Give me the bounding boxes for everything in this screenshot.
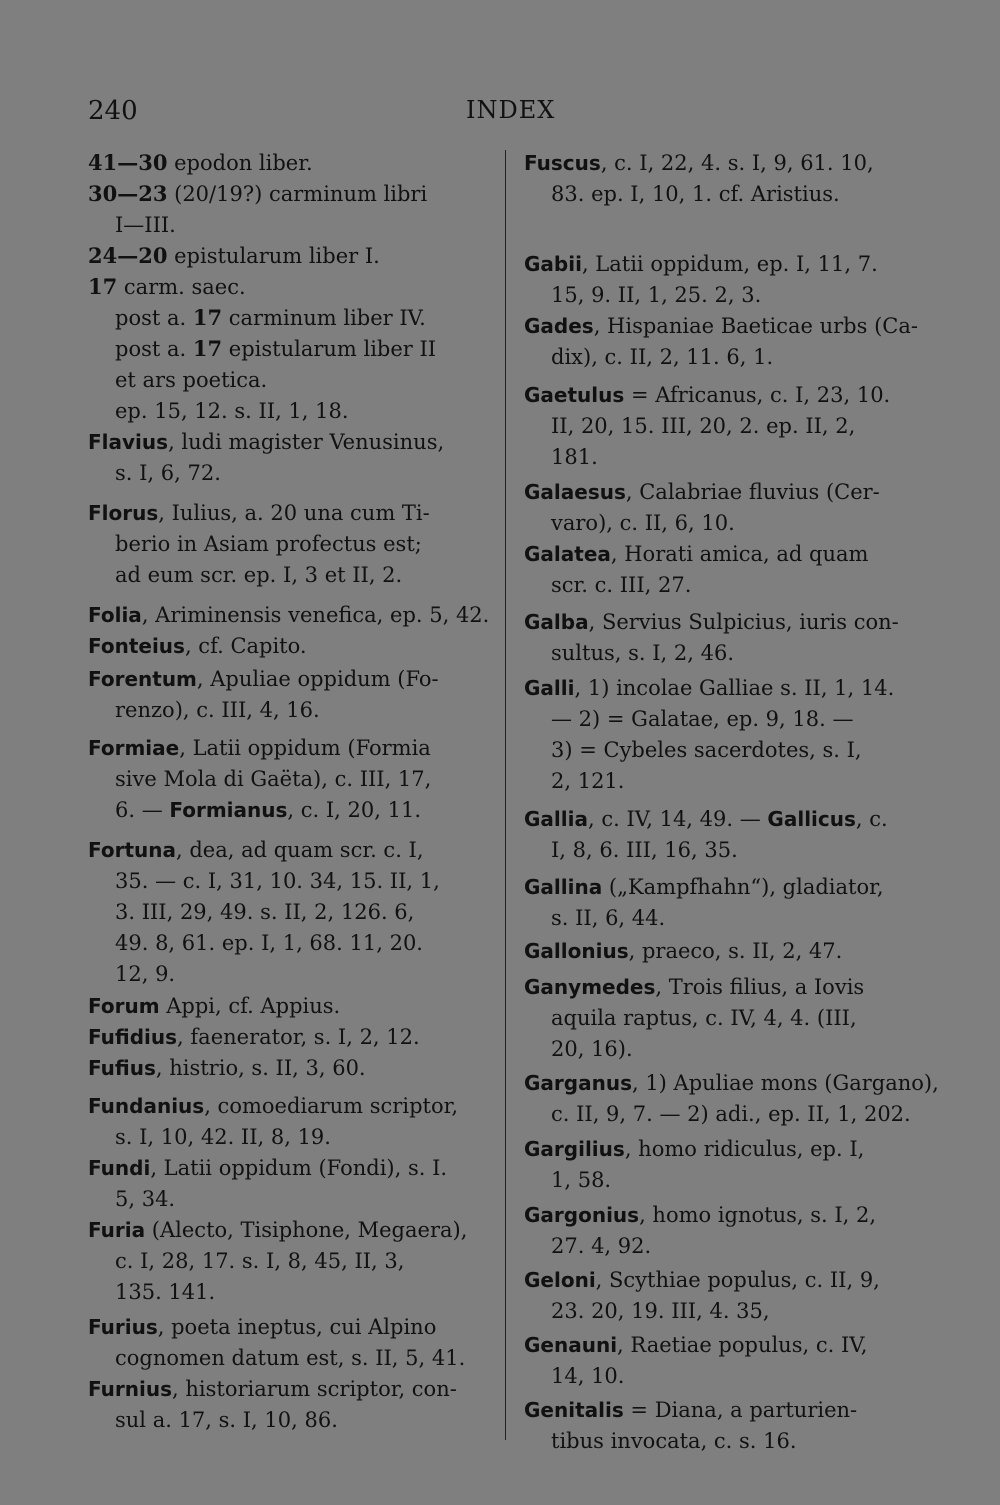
entry-text: , Raetiae populus, c. IV,	[617, 1333, 868, 1357]
entry-text: — 2) = Galatae, ep. 9, 18. —	[551, 707, 854, 731]
index-line	[115, 764, 431, 794]
entry-text: , Iulius, a. 20 una cum Ti-	[158, 501, 430, 525]
entry-text: tibus invocata, c. s. 16.	[551, 1429, 797, 1453]
index-line	[115, 866, 440, 896]
entry-text: 17	[192, 305, 223, 330]
index-line	[551, 280, 761, 310]
entry-text: , 1) Apuliae mons (Gargano),	[631, 1071, 939, 1095]
entry-text: 41—30	[88, 150, 168, 175]
entry-text: , homo ridiculus, ep. I,	[624, 1137, 865, 1161]
index-line	[524, 607, 899, 637]
entry-text: II, 20, 15. III, 20, 2. ep. II, 2,	[551, 414, 856, 438]
index-line	[88, 1091, 458, 1121]
index-line	[551, 903, 665, 933]
index-line	[88, 1053, 366, 1083]
index-line	[551, 1231, 651, 1261]
index-line	[115, 1343, 465, 1373]
index-line	[524, 539, 868, 569]
headword: Gades	[524, 314, 594, 338]
entry-text: 12, 9.	[115, 962, 176, 986]
index-line	[115, 695, 320, 725]
index-line	[524, 477, 880, 507]
index-line	[88, 148, 313, 178]
entry-text: c. II, 9, 7. — 2) adi., ep. II, 1, 202.	[551, 1102, 911, 1126]
entry-text: (20/19?) carminum libri	[167, 182, 428, 206]
headword: Fuscus	[524, 151, 601, 175]
entry-text: , Latii oppidum (Formia	[179, 736, 431, 760]
entry-text: 1, 58.	[551, 1168, 612, 1192]
headword: Fortuna	[88, 838, 176, 862]
index-line	[88, 631, 307, 661]
entry-text: , Servius Sulpicius, iuris con-	[588, 610, 899, 634]
headword: Furius	[88, 1315, 158, 1339]
headword: Forum	[88, 994, 160, 1018]
entry-text: 2, 121.	[551, 769, 625, 793]
entry-text: post a.	[115, 337, 193, 361]
headword: Galli	[524, 676, 575, 700]
entry-text: , c. IV, 14, 49. —	[587, 807, 768, 831]
running-head: INDEX	[466, 96, 556, 124]
entry-text: et ars poetica.	[115, 368, 268, 392]
entry-text: , comoediarum scriptor,	[204, 1094, 458, 1118]
entry-text: renzo), c. III, 4, 16.	[115, 698, 320, 722]
index-line	[88, 600, 489, 630]
entry-text: sultus, s. I, 2, 46.	[551, 641, 734, 665]
index-line	[88, 835, 424, 865]
index-line	[88, 498, 430, 528]
entry-text: s. I, 10, 42. II, 8, 19.	[115, 1125, 331, 1149]
entry-text: 20, 16).	[551, 1037, 633, 1061]
headword: Galaesus	[524, 480, 626, 504]
entry-text: 24—20	[88, 243, 168, 268]
index-line	[524, 1395, 857, 1425]
index-line	[524, 1330, 867, 1360]
headword: Furnius	[88, 1377, 173, 1401]
headword: Gallia	[524, 807, 588, 831]
index-line	[551, 1165, 611, 1195]
entry-text: 15, 9. II, 1, 25. 2, 3.	[551, 283, 762, 307]
index-line	[115, 897, 414, 927]
headword: Ganymedes	[524, 975, 656, 999]
entry-text: , poeta ineptus, cui Alpino	[157, 1315, 437, 1339]
index-line	[115, 210, 176, 240]
index-line	[524, 249, 878, 279]
entry-text: („Kampfhahn“), gladiator,	[602, 875, 884, 899]
index-line	[88, 241, 380, 271]
index-line	[115, 396, 349, 426]
entry-text: (Alecto, Tisiphone, Megaera),	[145, 1218, 468, 1242]
headword: Gargilius	[524, 1137, 625, 1161]
entry-text: 181.	[551, 445, 598, 469]
entry-text: Appi, cf. Appius.	[159, 994, 341, 1018]
index-line	[88, 1374, 457, 1404]
entry-text: carm. saec.	[117, 275, 246, 299]
index-line	[551, 638, 734, 668]
index-line	[88, 1312, 436, 1342]
index-line	[551, 1426, 797, 1456]
entry-text: I, 8, 6. III, 16, 35.	[551, 838, 738, 862]
entry-text: ad eum scr. ep. I, 3 et II, 2.	[115, 563, 403, 587]
index-line	[551, 1099, 911, 1129]
entry-text: cognomen datum est, s. II, 5, 41.	[115, 1346, 466, 1370]
index-line	[88, 427, 444, 457]
entry-text: 49. 8, 61. ep. I, 1, 68. 11, 20.	[115, 931, 423, 955]
entry-text: epistularum liber I.	[167, 244, 380, 268]
entry-text: 135. 141.	[115, 1280, 216, 1304]
headword: Florus	[88, 501, 159, 525]
entry-text: s. II, 6, 44.	[551, 906, 666, 930]
index-line	[524, 872, 884, 902]
entry-text: = Diana, a parturien-	[623, 1398, 858, 1422]
index-line	[115, 458, 221, 488]
entry-text: 23. 20, 19. III, 4. 35,	[551, 1299, 770, 1323]
entry-text: post a.	[115, 306, 193, 330]
index-line	[88, 991, 340, 1021]
entry-text: berio in Asiam profectus est;	[115, 532, 422, 556]
headword: Garganus	[524, 1071, 632, 1095]
entry-text: c. I, 28, 17. s. I, 8, 45, II, 3,	[115, 1249, 405, 1273]
index-line	[551, 179, 840, 209]
index-line	[115, 560, 402, 590]
entry-text: , Calabriae fluvius (Cer-	[625, 480, 880, 504]
index-line	[524, 1068, 939, 1098]
index-line	[551, 1296, 770, 1326]
entry-text: 17	[192, 336, 223, 361]
entry-text: 17	[88, 274, 118, 299]
index-line	[88, 1215, 467, 1245]
index-line	[115, 1184, 175, 1214]
entry-text: = Africanus, c. I, 23, 10.	[624, 383, 891, 407]
entry-text: 6. —	[115, 798, 170, 822]
entry-text: carminum liber IV.	[222, 306, 426, 330]
index-line	[88, 179, 427, 209]
entry-text: , faenerator, s. I, 2, 12.	[177, 1025, 420, 1049]
headword: Galba	[524, 610, 589, 634]
index-line	[524, 936, 842, 966]
headword: Gargonius	[524, 1203, 640, 1227]
entry-text: , Scythiae populus, c. II, 9,	[595, 1268, 880, 1292]
headword: Formiae	[88, 736, 180, 760]
entry-text: epodon liber.	[167, 151, 313, 175]
entry-text: 3) = Cybeles sacerdotes, s. I,	[551, 738, 862, 762]
headword: Fufius	[88, 1056, 156, 1080]
entry-text: , praeco, s. II, 2, 47.	[628, 939, 843, 963]
headword: Forentum	[88, 667, 197, 691]
index-line	[524, 148, 874, 178]
headword: Fonteius	[88, 634, 185, 658]
index-line	[551, 1034, 633, 1064]
entry-text: , histrio, s. II, 3, 60.	[155, 1056, 366, 1080]
entry-text: , ludi magister Venusinus,	[168, 430, 445, 454]
entry-text: , Apuliae oppidum (Fo-	[196, 667, 439, 691]
index-line	[115, 1122, 331, 1152]
entry-text: , Hispaniae Baeticae urbs (Ca-	[593, 314, 918, 338]
entry-text: , Trois filius, a Iovis	[655, 975, 865, 999]
index-line	[524, 673, 894, 703]
index-line	[115, 1405, 338, 1435]
headword: Fundanius	[88, 1094, 205, 1118]
entry-text: dix), c. II, 2, 11. 6, 1.	[551, 345, 774, 369]
index-line	[88, 1153, 447, 1183]
index-line	[524, 804, 888, 834]
entry-text: 27. 4, 92.	[551, 1234, 652, 1258]
headword: Gaetulus	[524, 383, 625, 407]
index-line	[524, 311, 918, 341]
entry-text: sive Mola di Gaëta), c. III, 17,	[115, 767, 432, 791]
index-line	[524, 1200, 876, 1230]
headword: Gabii	[524, 252, 582, 276]
index-line	[88, 272, 246, 302]
headword: Formianus	[169, 798, 288, 822]
entry-text: , historiarum scriptor, con-	[172, 1377, 457, 1401]
entry-text: , Latii oppidum, ep. I, 11, 7.	[581, 252, 878, 276]
headword: Galatea	[524, 542, 611, 566]
entry-text: sul a. 17, s. I, 10, 86.	[115, 1408, 338, 1432]
headword: Flavius	[88, 430, 169, 454]
index-line	[88, 664, 439, 694]
index-line	[88, 1022, 420, 1052]
headword: Fundi	[88, 1156, 151, 1180]
index-line	[115, 334, 436, 364]
index-line	[551, 735, 862, 765]
headword: Folia	[88, 603, 142, 627]
index-line	[551, 704, 853, 734]
index-line	[115, 1277, 215, 1307]
index-line	[115, 1246, 404, 1276]
entry-text: s. I, 6, 72.	[115, 461, 221, 485]
entry-text: , Horati amica, ad quam	[610, 542, 869, 566]
entry-text: , dea, ad quam scr. c. I,	[176, 838, 424, 862]
entry-text: varo), c. II, 6, 10.	[551, 511, 735, 535]
entry-text: 83. ep. I, 10, 1. cf. Aristius.	[551, 182, 840, 206]
headword: Gallicus	[767, 807, 856, 831]
entry-text: 14, 10.	[551, 1364, 625, 1388]
entry-text: , cf. Capito.	[184, 634, 307, 658]
index-line	[551, 411, 855, 441]
page-number: 240	[88, 96, 138, 126]
entry-text: aquila raptus, c. IV, 4, 4. (III,	[551, 1006, 857, 1030]
entry-text: , 1) incolae Galliae s. II, 1, 14.	[574, 676, 895, 700]
index-line	[115, 529, 422, 559]
headword: Gallina	[524, 875, 603, 899]
index-line	[551, 442, 598, 472]
index-line	[551, 508, 735, 538]
entry-text: , Ariminensis venefica, ep. 5, 42.	[141, 603, 490, 627]
index-line	[115, 365, 267, 395]
headword: Gallonius	[524, 939, 629, 963]
index-line	[551, 835, 738, 865]
index-line	[524, 1265, 880, 1295]
entry-text: , c. I, 20, 11.	[287, 798, 421, 822]
headword: Fufidius	[88, 1025, 178, 1049]
entry-text: 5, 34.	[115, 1187, 176, 1211]
headword: Geloni	[524, 1268, 596, 1292]
headword: Genauni	[524, 1333, 618, 1357]
entry-text: scr. c. III, 27.	[551, 573, 692, 597]
index-line	[551, 1003, 857, 1033]
entry-text: , Latii oppidum (Fondi), s. I.	[150, 1156, 448, 1180]
index-line	[524, 380, 890, 410]
entry-text: , c. I, 22, 4. s. I, 9, 61. 10,	[600, 151, 874, 175]
entry-text: I—III.	[115, 213, 176, 237]
index-line	[115, 928, 423, 958]
index-line	[551, 1361, 624, 1391]
index-line	[115, 959, 175, 989]
index-line	[551, 766, 624, 796]
index-line	[551, 342, 773, 372]
index-line	[115, 303, 426, 333]
headword: Furia	[88, 1218, 146, 1242]
column-divider	[505, 150, 506, 1440]
index-line	[115, 795, 421, 825]
entry-text: ep. 15, 12. s. II, 1, 18.	[115, 399, 349, 423]
entry-text: 30—23	[88, 181, 168, 206]
headword: Genitalis	[524, 1398, 624, 1422]
index-line	[88, 733, 431, 763]
index-line	[524, 972, 864, 1002]
entry-text: 35. — c. I, 31, 10. 34, 15. II, 1,	[115, 869, 440, 893]
index-line	[551, 570, 691, 600]
entry-text: 3. III, 29, 49. s. II, 2, 126. 6,	[115, 900, 415, 924]
entry-text: , homo ignotus, s. I, 2,	[639, 1203, 877, 1227]
entry-text: , c.	[855, 807, 888, 831]
index-line	[524, 1134, 864, 1164]
entry-text: epistularum liber II	[222, 337, 437, 361]
